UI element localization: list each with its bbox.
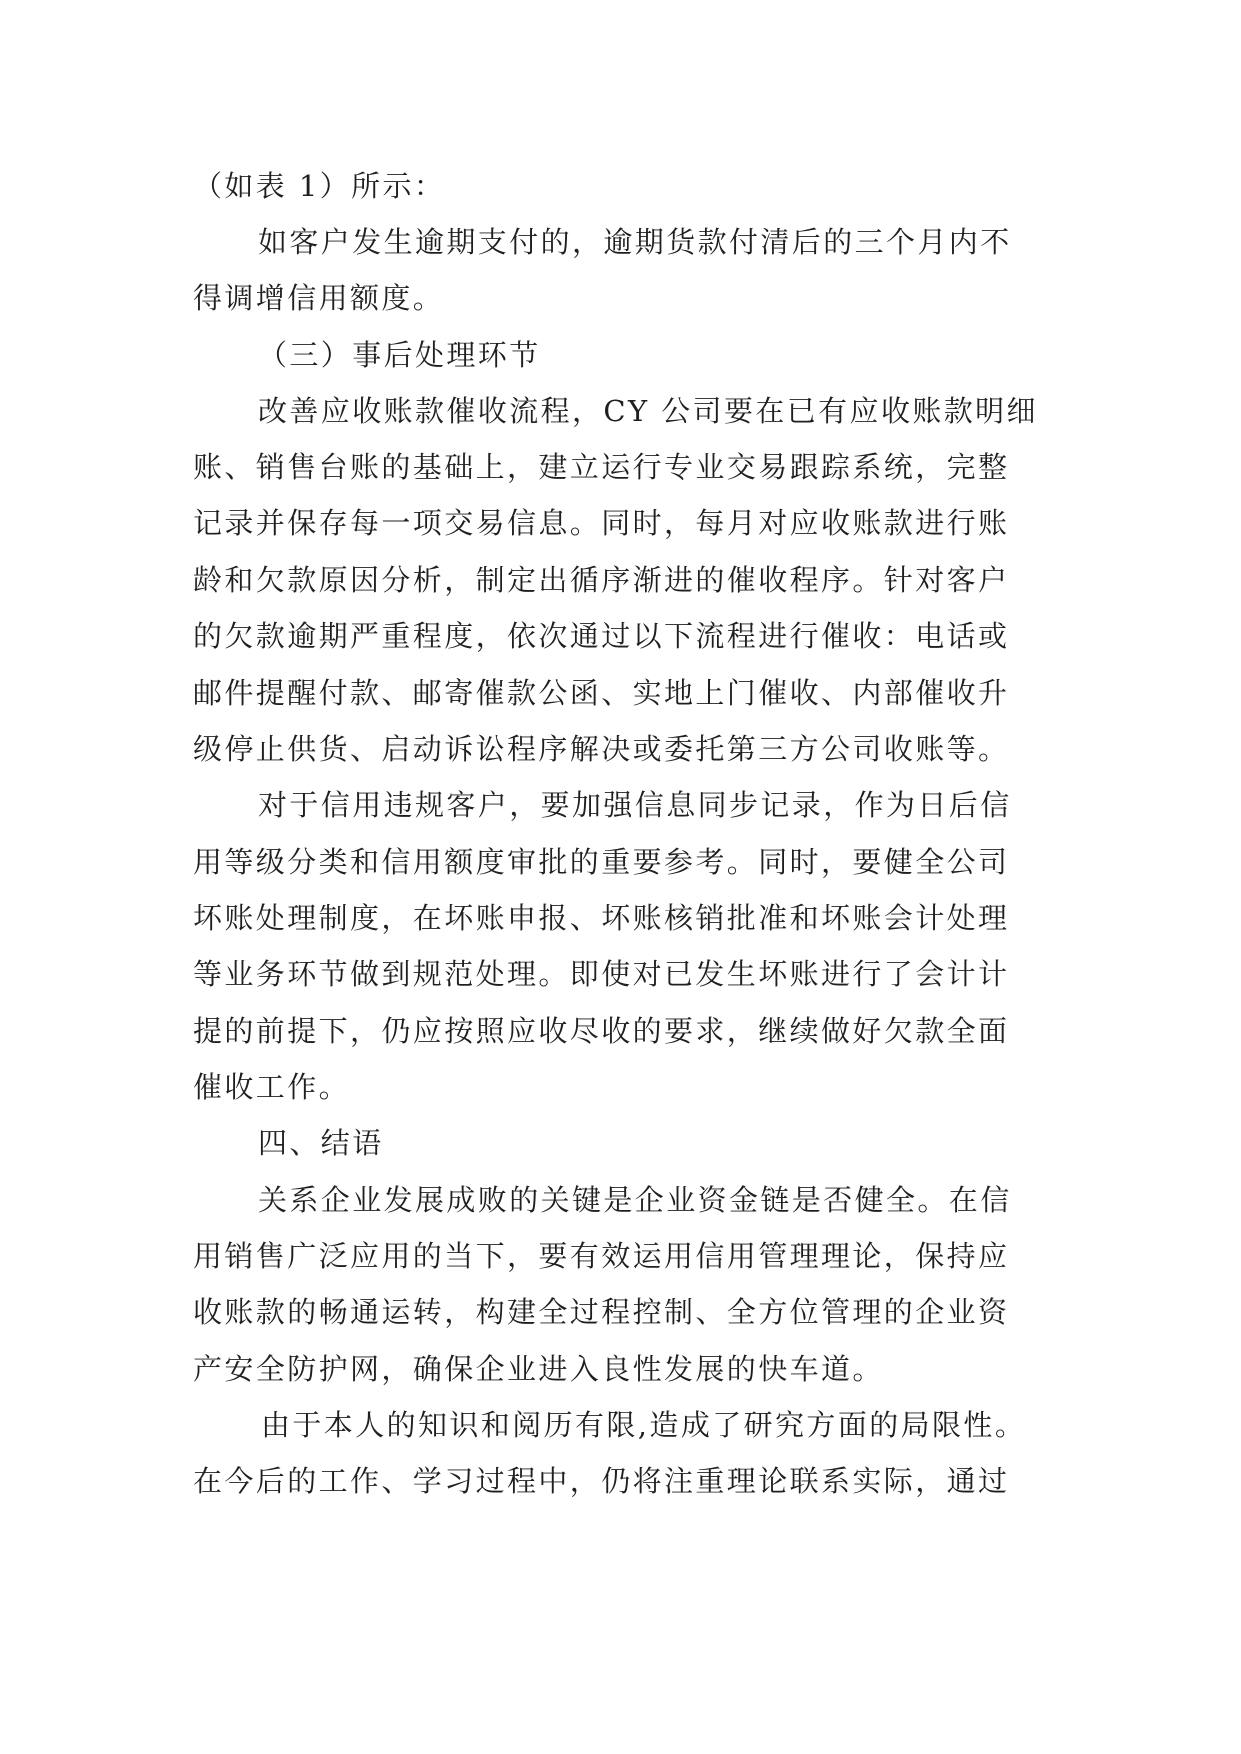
text-line-11: 级停止供货、启动诉讼程序解决或委托第三方公司收账等。 — [193, 732, 1010, 766]
text-line-14: 坏账处理制度，在坏账申报、坏账核销批准和坏账会计处理 — [193, 901, 1010, 935]
text-line-8: 龄和欠款原因分析，制定出循序渐进的催收程序。针对客户 — [193, 563, 1010, 597]
text-line-1: （如表 1）所示： — [193, 169, 446, 203]
section-heading-conclusion: 四、结语 — [258, 1126, 384, 1160]
text-line-16: 提的前提下，仍应按照应收尽收的要求，继续做好欠款全面 — [193, 1014, 1010, 1048]
text-line-2: 如客户发生逾期支付的，逾期货款付清后的三个月内不 — [258, 225, 1012, 259]
text-line-5: 改善应收账款催收流程，CY 公司要在已有应收账款明细 — [258, 394, 1038, 428]
section-heading-aftercare: （三）事后处理环节 — [258, 338, 541, 372]
text-line-10: 邮件提醒付款、邮寄催款公函、实地上门催收、内部催收升 — [193, 676, 1010, 710]
text-line-6: 账、销售台账的基础上，建立运行专业交易跟踪系统，完整 — [193, 450, 1010, 484]
text-line-3: 得调增信用额度。 — [193, 281, 445, 315]
text-line-22: 产安全防护网，确保企业进入良性发展的快车道。 — [193, 1352, 884, 1386]
text-line-9: 的欠款逾期严重程度，依次通过以下流程进行催收：电话或 — [193, 619, 1010, 653]
text-line-20: 用销售广泛应用的当下，要有效运用信用管理理论，保持应 — [193, 1239, 1010, 1273]
text-line-24: 在今后的工作、学习过程中，仍将注重理论联系实际，通过 — [193, 1464, 1010, 1498]
text-line-19: 关系企业发展成败的关键是企业资金链是否健全。在信 — [258, 1183, 1012, 1217]
text-line-7: 记录并保存每一项交易信息。同时，每月对应收账款进行账 — [193, 506, 1010, 540]
text-line-23: 由于本人的知识和阅历有限,造成了研究方面的局限性。 — [261, 1408, 1027, 1442]
text-line-13: 用等级分类和信用额度审批的重要参考。同时，要健全公司 — [193, 845, 1010, 879]
text-line-15: 等业务环节做到规范处理。即使对已发生坏账进行了会计计 — [193, 957, 1010, 991]
text-line-12: 对于信用违规客户，要加强信息同步记录，作为日后信 — [258, 788, 1012, 822]
text-line-17: 催收工作。 — [193, 1070, 351, 1104]
text-line-21: 收账款的畅通运转，构建全过程控制、全方位管理的企业资 — [193, 1295, 1010, 1329]
